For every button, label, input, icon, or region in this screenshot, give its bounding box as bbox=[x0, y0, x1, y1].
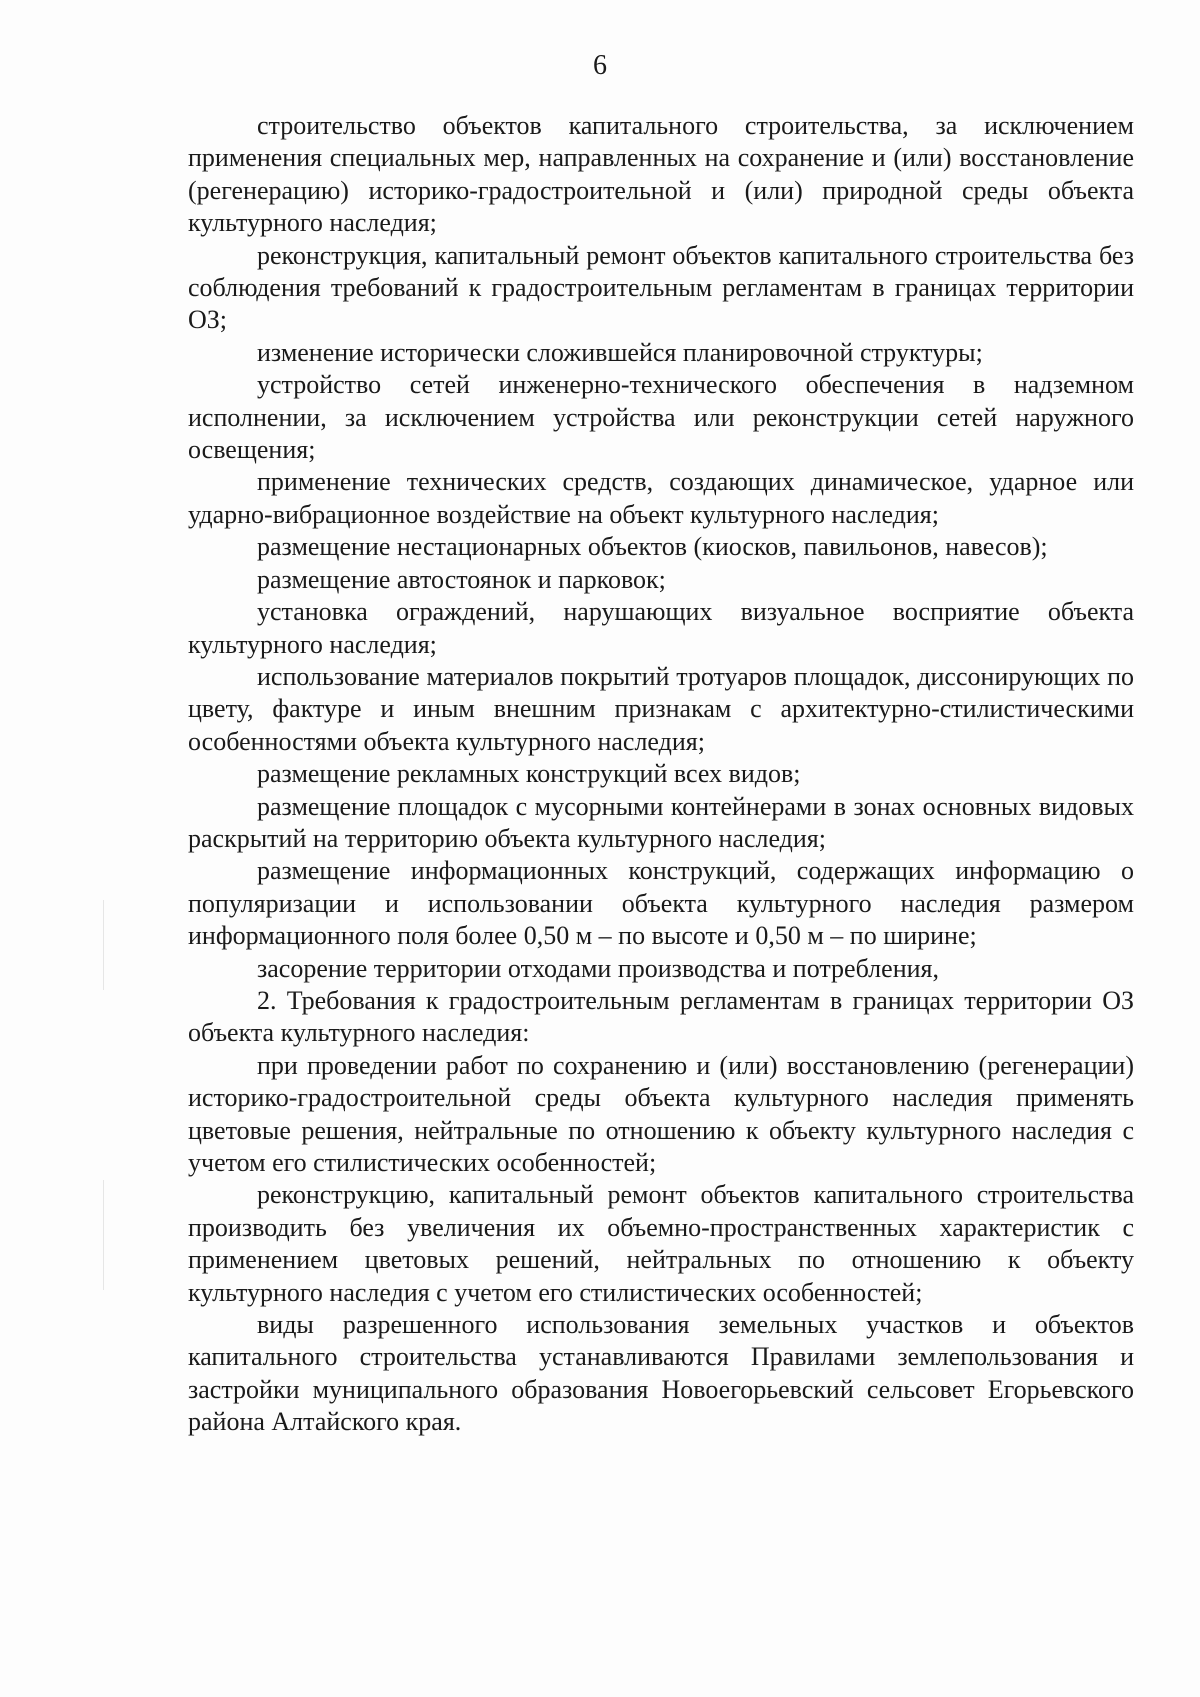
paragraph: размещение площадок с мусорными контейнерами в зонах основных видовых раскрытий на территорию объекта культурного наследия; bbox=[188, 791, 1134, 853]
paragraph: применение технических средств, создающих динамическое, ударное или ударно-вибрационное воздействие на объект культурного наследия; bbox=[188, 467, 1134, 529]
paragraph: устройство сетей инженерно-технического обеспечения в надземном исполнении, за исключением устройства или реконструкции сетей наружного освещения; bbox=[188, 370, 1134, 465]
paragraph: использование материалов покрытий тротуаров площадок, диссонирующих по цвету, фактуре и иным внешним признакам с архитектурно-стилистическими особенностями объекта культурного наследия; bbox=[188, 661, 1134, 756]
paragraph: размещение автостоянок и парковок; bbox=[257, 564, 666, 594]
paragraph: при проведении работ по сохранению и (или) восстановлению (регенерации) историко-градостроительной среды объекта культурного наследия применять цветовые решения, нейтральные по отношению к объекту культурного наследия с учетом его стилистических особенностей; bbox=[188, 1050, 1134, 1177]
scan-margin-mark bbox=[103, 900, 104, 990]
paragraph: засорение территории отходами производства и потребления, bbox=[257, 953, 939, 983]
paragraph: реконструкция, капитальный ремонт объектов капитального строительства без соблюдения требований к градостроительным регламентам в границах территории ОЗ; bbox=[188, 240, 1134, 335]
paragraph: размещение информационных конструкций, содержащих информацию о популяризации и использовании объекта культурного наследия размером информационного поля более 0,50 м – по высоте и 0,50 м – по ширине; bbox=[188, 856, 1134, 951]
paragraph: реконструкцию, капитальный ремонт объектов капитального строительства производить без увеличения их объемно-пространственных характеристик с применением цветовых решений, нейтральных по отношению к объекту культурного наследия с учетом его стилистических особенностей; bbox=[188, 1180, 1134, 1307]
section-heading-paragraph: 2. Требования к градостроительным регламентам в границах территории ОЗ объекта культурного наследия: bbox=[188, 985, 1134, 1048]
paragraph: размещение рекламных конструкций всех видов; bbox=[257, 759, 801, 789]
paragraph: установка ограждений, нарушающих визуальное восприятие объекта культурного наследия; bbox=[188, 597, 1134, 659]
document-body bbox=[188, 110, 1134, 1439]
paragraph: виды разрешенного использования земельных участков и объектов капитального строительства устанавливаются Правилами землепользования и застройки муниципального образования Новоегорьевский сельсовет Егорьевского района Алтайского края. bbox=[188, 1310, 1134, 1437]
paragraph: строительство объектов капитального строительства, за исключением применения специальных мер, направленных на сохранение и (или) восстановление (регенерацию) историко-градостроительной и (или) природной среды объекта культурного наследия; bbox=[188, 111, 1134, 238]
paragraph: изменение исторически сложившейся планировочной структуры; bbox=[257, 337, 983, 367]
paragraph: размещение нестационарных объектов (киосков, павильонов, навесов); bbox=[257, 532, 1048, 562]
scan-margin-mark bbox=[103, 1180, 104, 1290]
page-number: 6 bbox=[593, 50, 607, 81]
